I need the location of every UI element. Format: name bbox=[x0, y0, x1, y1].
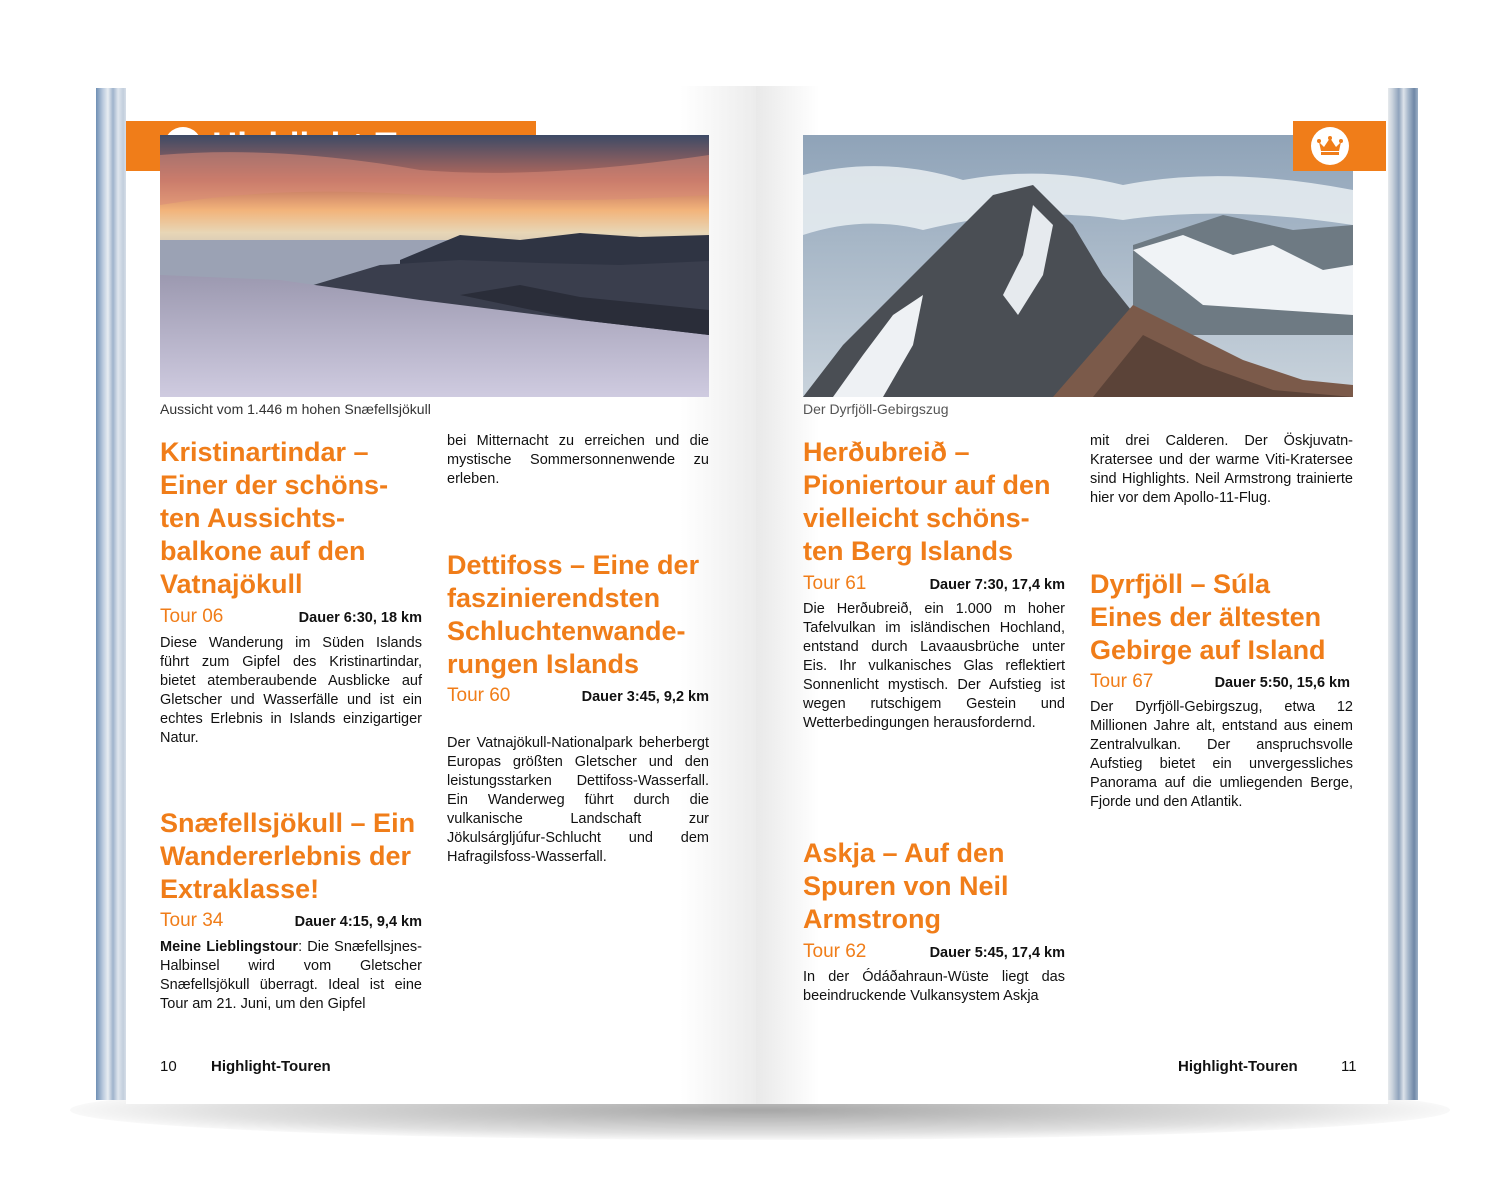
title-line: Extraklasse! bbox=[160, 874, 320, 904]
running-footer-right: Highlight-Touren bbox=[1178, 1058, 1298, 1075]
tour-number: Tour 62 bbox=[803, 941, 867, 962]
tour-number: Tour 61 bbox=[803, 573, 867, 594]
title-line: vielleicht schöns- bbox=[803, 503, 1030, 533]
tour-duration: Dauer 3:45, 9,2 km bbox=[581, 689, 709, 705]
tour-duration: Dauer 4:15, 9,4 km bbox=[294, 914, 422, 930]
title-line: ten Berg Islands bbox=[803, 536, 1014, 566]
page-number-left: 10 bbox=[160, 1058, 177, 1075]
title-line: Gebirge auf Island bbox=[1090, 635, 1326, 665]
tour-number: Tour 60 bbox=[447, 685, 511, 706]
tour-title-snaefellsjokull bbox=[160, 807, 430, 906]
title-line: balkone auf den bbox=[160, 536, 366, 566]
title-line: Pioniertour auf den bbox=[803, 470, 1051, 500]
title-line: Eines der ältesten bbox=[1090, 602, 1322, 632]
title-line: Vatnajökull bbox=[160, 569, 303, 599]
tour-number: Tour 06 bbox=[160, 606, 224, 627]
tour-duration: Dauer 7:30, 17,4 km bbox=[929, 577, 1065, 593]
tour-description-62: In der Ódáðahraun-Wüste liegt das beeindruckende Vulkansystem Askja bbox=[803, 969, 1065, 1004]
tour-title-dyrfjoll bbox=[1090, 568, 1360, 667]
highlight-label: Meine Lieblingstour bbox=[160, 939, 299, 955]
tour-meta-62 bbox=[803, 941, 1065, 963]
tour-title-herdubreid bbox=[803, 436, 1078, 568]
tour-number: Tour 67 bbox=[1090, 671, 1154, 692]
tour-meta-34 bbox=[160, 910, 422, 932]
tour-meta-61 bbox=[803, 573, 1065, 595]
title-line: Kristinartindar – bbox=[160, 437, 369, 467]
title-line: ten Aussichts- bbox=[160, 503, 346, 533]
photo-caption-right: Der Dyrfjöll-Gebirgszug bbox=[803, 401, 949, 417]
book-edge-left bbox=[96, 88, 130, 1100]
tour-title-dettifoss bbox=[447, 549, 717, 681]
section-header-right bbox=[1293, 121, 1386, 171]
continued-text-left: bei Mitternacht zu erreichen und die mystische Sommersonnenwende zu erleben. bbox=[447, 433, 709, 487]
crown-icon bbox=[1311, 127, 1349, 165]
title-line: Dyrfjöll – Súla bbox=[1090, 569, 1271, 599]
title-line: Armstrong bbox=[803, 904, 942, 934]
tour-title-askja bbox=[803, 837, 1078, 936]
tour-description-67: Der Dyrfjöll-Gebirgszug, etwa 12 Millionen Jahre alt, entstand aus einem Zentralvulkan. Der anspruchsvolle Aufstieg bietet ein unvergessliches Panorama auf die umliegenden Berge, Fjorde und den Atlantik. bbox=[1090, 699, 1353, 810]
title-line: Askja – Auf den bbox=[803, 838, 1005, 868]
photo-snaefellsjokull bbox=[160, 135, 709, 397]
tour-description-06: Diese Wanderung im Süden Islands führt zum Gipfel des Kristinartindar, bietet atemberaubende Ausblicke auf Gletscher und Wasserfälle und ist ein echtes Erlebnis in Islands einzigartiger Natur. bbox=[160, 635, 422, 746]
tour-duration: Dauer 5:45, 17,4 km bbox=[929, 945, 1065, 961]
tour-duration: Dauer 5:50, 15,6 km bbox=[1214, 675, 1350, 691]
title-line: rungen Islands bbox=[447, 649, 640, 679]
running-footer-left: Highlight-Touren bbox=[211, 1058, 331, 1075]
tour-description-60: Der Vatnajökull-Nationalpark beherbergt Europas größten Gletscher und den leistungsstarken Dettifoss-Wasserfall. Ein Wanderweg führt durch die vulkanische Landschaft zur Jökulsárgljúfur-Schlucht und dem Hafragilsfoss-Wasserfall. bbox=[447, 735, 709, 865]
title-line: faszinierendsten bbox=[447, 583, 661, 613]
tour-meta-67 bbox=[1090, 671, 1350, 693]
title-line: Wandererlebnis der bbox=[160, 841, 412, 871]
title-line: Spuren von Neil bbox=[803, 871, 1009, 901]
tour-description-34 bbox=[160, 938, 422, 1014]
photo-dyrfjoll bbox=[803, 135, 1353, 397]
tour-meta-06 bbox=[160, 606, 422, 628]
tour-number: Tour 34 bbox=[160, 910, 224, 931]
title-line: Einer der schöns- bbox=[160, 470, 389, 500]
tour-description-61: Die Herðubreið, ein 1.000 m hoher Tafelvulkan im isländischen Hochland, entstand durch Lavaausbrüche unter Eis. Ihr vulkanisches Glas reflektiert Sonnenlicht mystisch. Der Aufstieg ist wegen rutschigem Gestein und Wetterbedingungen herausfordernd. bbox=[803, 601, 1065, 731]
continued-text-right: mit drei Calderen. Der Öskjuvatn-Kratersee und der warme Viti-Kratersee sind Highlights. Neil Armstrong trainierte hier vor dem Apollo-11-Flug. bbox=[1090, 433, 1353, 506]
page-number-right: 11 bbox=[1341, 1058, 1357, 1075]
book-edge-right bbox=[1386, 88, 1418, 1100]
title-line: Snæfellsjökull – Ein bbox=[160, 808, 416, 838]
title-line: Herðubreið – bbox=[803, 437, 970, 467]
tour-title-kristinartindar bbox=[160, 436, 430, 601]
title-line: Dettifoss – Eine der bbox=[447, 550, 700, 580]
description-text: : Die Snæfellsjnes-Halbinsel wird vom Gletscher Snæfellsjökull überragt. Ideal ist eine Tour am 21. Juni, um den Gipfel bbox=[160, 939, 423, 1012]
title-line: Schluchtenwande- bbox=[447, 616, 686, 646]
photo-caption-left: Aussicht vom 1.446 m hohen Snæfellsjökull bbox=[160, 401, 431, 417]
tour-duration: Dauer 6:30, 18 km bbox=[298, 610, 422, 626]
tour-meta-60 bbox=[447, 685, 709, 707]
